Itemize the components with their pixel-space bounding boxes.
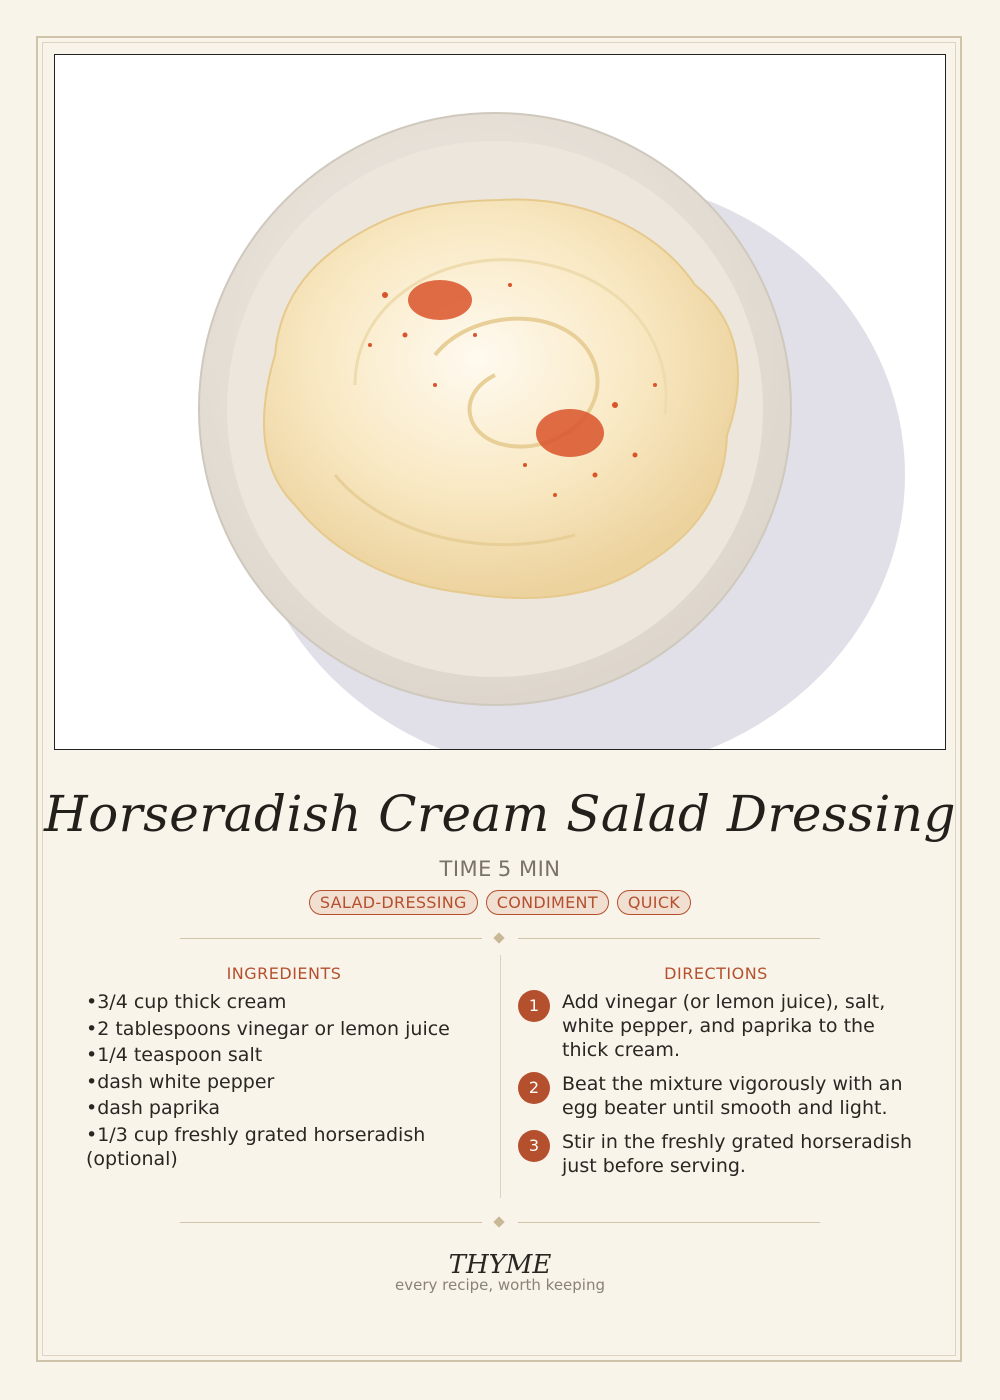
direction-step <box>518 1072 918 1120</box>
ingredient-item: • 3/4 cup thick cream <box>86 990 486 1014</box>
ingredient-item: • 1/4 teaspoon salt <box>86 1043 486 1067</box>
step-text: Stir in the freshly grated horseradish just before serving. <box>562 1131 913 1177</box>
tag-condiment[interactable]: CONDIMENT <box>486 890 609 915</box>
top-divider <box>180 932 820 946</box>
ingredients-list <box>86 990 486 1173</box>
prep-time <box>0 857 1000 881</box>
direction-step <box>518 990 918 1062</box>
brand-logo: THYME <box>448 1250 552 1280</box>
step-text: Beat the mixture vigorously with an egg beater until smooth and light. <box>562 1073 903 1119</box>
ingredient-item: • 1/3 cup freshly grated horseradish (optional) <box>86 1123 486 1171</box>
ingredient-item: • 2 tablespoons vinegar or lemon juice <box>86 1017 486 1041</box>
ingredient-item: • dash paprika <box>86 1096 486 1120</box>
tag-quick[interactable]: QUICK <box>617 890 691 915</box>
step-number: 3 <box>518 1130 550 1162</box>
ingredient-item: • dash white pepper <box>86 1070 486 1094</box>
tag-salad-dressing[interactable]: SALAD-DRESSING <box>309 890 478 915</box>
step-number: 1 <box>518 990 550 1022</box>
time-value: 5 MIN <box>497 857 561 881</box>
brand-tagline: every recipe, worth keeping <box>394 1276 605 1294</box>
step-number: 2 <box>518 1072 550 1104</box>
time-label: TIME <box>439 857 492 881</box>
divider-diamond-icon <box>493 932 504 943</box>
direction-step <box>518 1130 918 1178</box>
directions-heading: DIRECTIONS <box>664 964 768 983</box>
step-text: Add vinegar (or lemon juice), salt, white pepper, and paprika to the thick cream. <box>562 991 886 1061</box>
tag-list <box>0 890 1000 915</box>
column-separator <box>500 955 501 1198</box>
directions-list <box>518 990 918 1188</box>
recipe-photo <box>54 54 946 750</box>
recipe-title: Horseradish Cream Salad Dressing <box>43 785 957 843</box>
divider-diamond-icon <box>493 1216 504 1227</box>
bottom-divider <box>180 1216 820 1230</box>
ingredients-heading: INGREDIENTS <box>226 964 342 983</box>
